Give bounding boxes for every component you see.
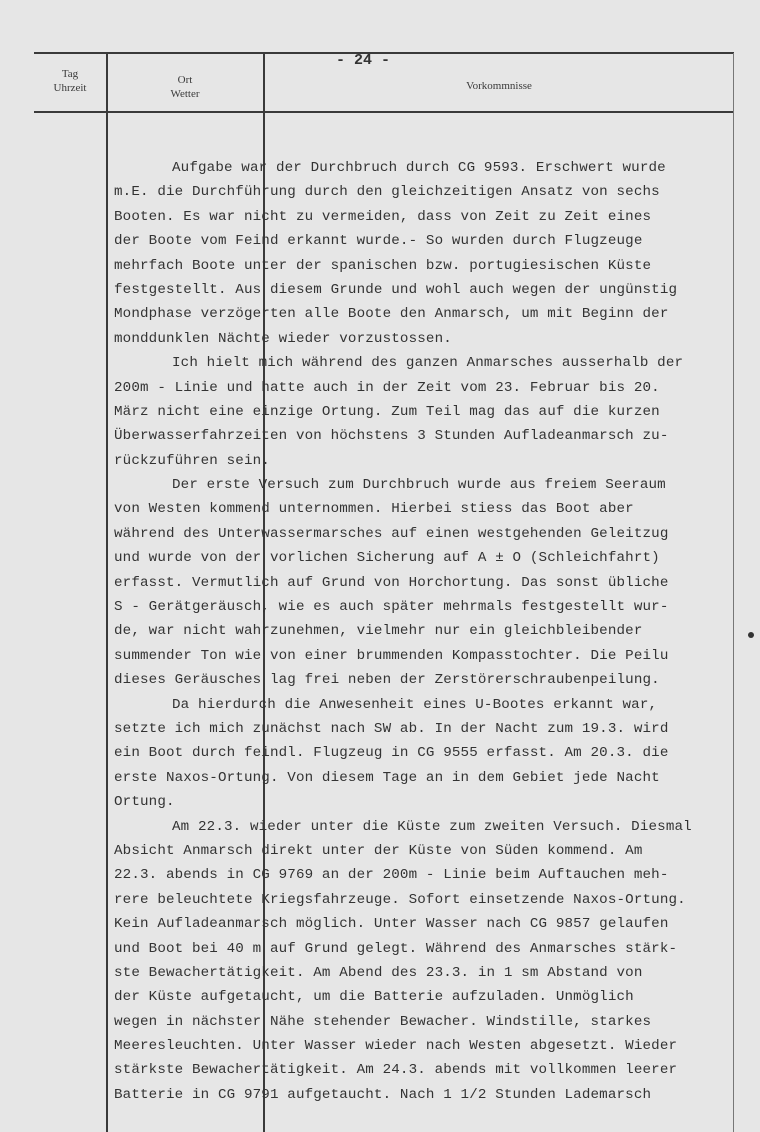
text-line: Der erste Versuch zum Durchbruch wurde aus freiem Seeraum [172, 477, 666, 494]
margin-mark [748, 632, 754, 638]
header-uhrzeit: Uhrzeit [53, 82, 87, 94]
text-line: m.E. die Durchführung durch den gleichzeitigen Ansatz von sechs [114, 184, 660, 201]
text-line: de, war nicht wahrzunehmen, vielmehr nur ein gleichbleibender [114, 623, 643, 640]
text-line: und Boot bei 40 m auf Grund gelegt. Während des Anmarsches stärk- [114, 940, 678, 957]
text-line: Mondphase verzögerten alle Boote den Anmarsch, um mit Beginn der [114, 306, 669, 323]
text-line: wegen in nächster Nähe stehender Bewacher. Windstille, starkes [114, 1013, 652, 1030]
text-line: Meeresleuchten. Unter Wasser wieder nach Westen abgesetzt. Wieder [114, 1038, 678, 1055]
text-line: Ortung. [114, 794, 175, 811]
text-line: stärkste Bewachertätigkeit. Am 24.3. abends mit vollkommen leerer [114, 1062, 678, 1079]
header-vorkommnisse: Vorkommnisse [466, 80, 532, 92]
text-line: Batterie in CG 9791 aufgetaucht. Nach 1 1/2 Stunden Lademarsch [114, 1086, 652, 1103]
header-wetter: Wetter [170, 88, 200, 100]
text-line: erste Naxos-Ortung. Von diesem Tage an in dem Gebiet jede Nacht [114, 769, 660, 786]
text-line: von Westen kommend unternommen. Hierbei stiess das Boot aber [114, 501, 634, 518]
text-line: dieses Geräusches lag frei neben der Zerstörerschraubenpeilung. [114, 672, 660, 689]
text-line: und wurde von der vorlichen Sicherung auf A ± O (Schleichfahrt) [114, 550, 660, 567]
text-line: rere beleuchtete Kriegsfahrzeuge. Sofort einsetzende Naxos-Ortung. [114, 891, 686, 908]
header-ort-wetter [108, 73, 262, 101]
text-line: Da hierdurch die Anwesenheit eines U-Bootes erkannt war, [172, 696, 658, 713]
text-line: mehrfach Boote unter der spanischen bzw. portugiesischen Küste [114, 257, 652, 274]
text-line: ein Boot durch feindl. Flugzeug in CG 9555 erfasst. Am 20.3. die [114, 745, 669, 762]
text-line: festgestellt. Aus diesem Grunde und wohl auch wegen der ungünstig [114, 281, 678, 298]
text-line: Kein Aufladeanmarsch möglich. Unter Wasser nach CG 9857 gelaufen [114, 916, 669, 933]
page-number: - 24 - [336, 52, 391, 69]
text-line: erfasst. Vermutlich auf Grund von Horchortung. Das sonst übliche [114, 574, 669, 591]
text-line: Booten. Es war nicht zu vermeiden, dass von Zeit zu Zeit eines [114, 208, 652, 225]
text-line: der Küste aufgetaucht, um die Batterie aufzuladen. Unmöglich [114, 989, 634, 1006]
text-line: ste Bewachertätigkeit. Am Abend des 23.3. in 1 sm Abstand von [114, 964, 643, 981]
text-line: setzte ich mich zunächst nach SW ab. In der Nacht zum 19.3. wird [114, 720, 669, 737]
text-line: März nicht eine einzige Ortung. Zum Teil mag das auf die kurzen [114, 403, 660, 420]
text-line: Absicht Anmarsch direkt unter der Küste von Süden kommend. Am [114, 842, 643, 859]
column-divider-1 [106, 53, 108, 1132]
text-line: während des Unterwassermarsches auf einen westgehenden Geleitzug [114, 525, 669, 542]
header-ort: Ort [177, 74, 193, 86]
text-line: rückzuführen sein. [114, 452, 270, 469]
header-tag-uhrzeit [36, 67, 104, 95]
text-line: der Boote vom Feind erkannt wurde.- So wurden durch Flugzeuge [114, 233, 643, 250]
text-line: S - Gerätgeräusch, wie es auch später mehrmals festgestellt wur- [114, 599, 669, 616]
text-line: 200m - Linie und hatte auch in der Zeit vom 23. Februar bis 20. [114, 379, 660, 396]
header-bottom-rule [34, 111, 734, 113]
text-line: monddunklen Nächte wieder vorzustossen. [114, 330, 452, 347]
text-line: Aufgabe war der Durchbruch durch CG 9593. Erschwert wurde [172, 160, 666, 176]
text-line: summender Ton wie von einer brummenden Kompasstochter. Die Peilu [114, 647, 669, 664]
text-line: Ich hielt mich während des ganzen Anmarsches ausserhalb der [172, 355, 684, 372]
report-body [114, 156, 754, 1107]
text-line: Am 22.3. wieder unter die Küste zum zweiten Versuch. Diesmal [172, 818, 692, 835]
text-line: 22.3. abends in CG 9769 an der 200m - Linie beim Auftauchen meh- [114, 867, 669, 884]
text-line: Überwasserfahrzeiten von höchstens 3 Stunden Aufladeanmarsch zu- [114, 428, 669, 445]
header-tag: Tag [61, 68, 79, 80]
